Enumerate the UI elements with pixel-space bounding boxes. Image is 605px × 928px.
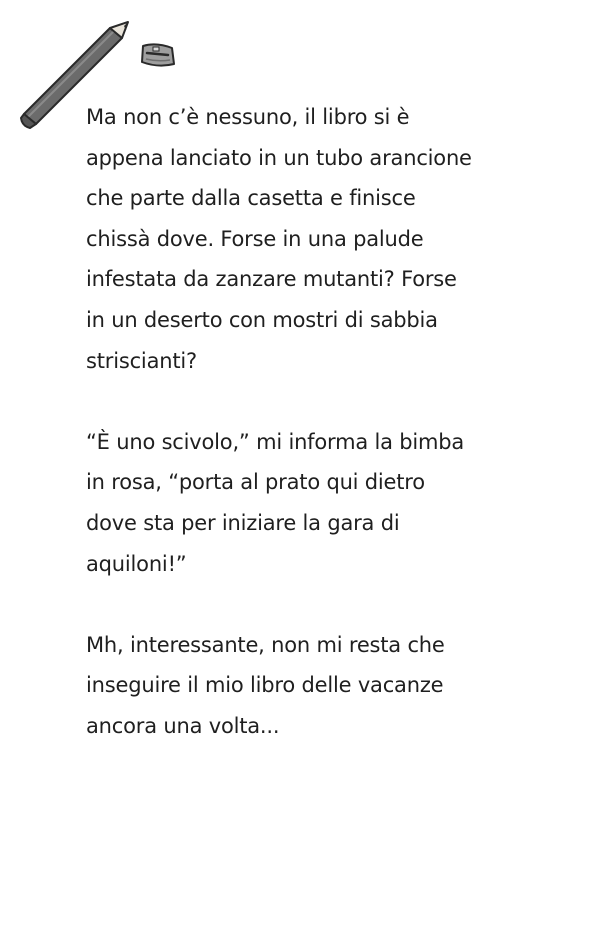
- paragraph-2: “È uno scivolo,” mi informa la bimba in rosa, “porta al prato qui dietro dove sta per iniziare la gara di aquiloni!”: [86, 429, 465, 576]
- paragraph-gap: [86, 584, 556, 625]
- paragraph-gap: [86, 381, 556, 422]
- sharpener-icon: [138, 40, 178, 70]
- paragraph-1: Ma non c’è nessuno, il libro si è appena lanciato in un tubo arancione che parte dalla casetta e finisce chissà dove. Forse in una palude infestata da zanzare mutanti? Forse in un deserto con mostri di sabbia striscianti?: [86, 105, 472, 373]
- paragraph-3: Mh, interessante, non mi resta che inseguire il mio libro delle vacanze ancora una volta...: [86, 632, 445, 738]
- story-text: [86, 97, 556, 747]
